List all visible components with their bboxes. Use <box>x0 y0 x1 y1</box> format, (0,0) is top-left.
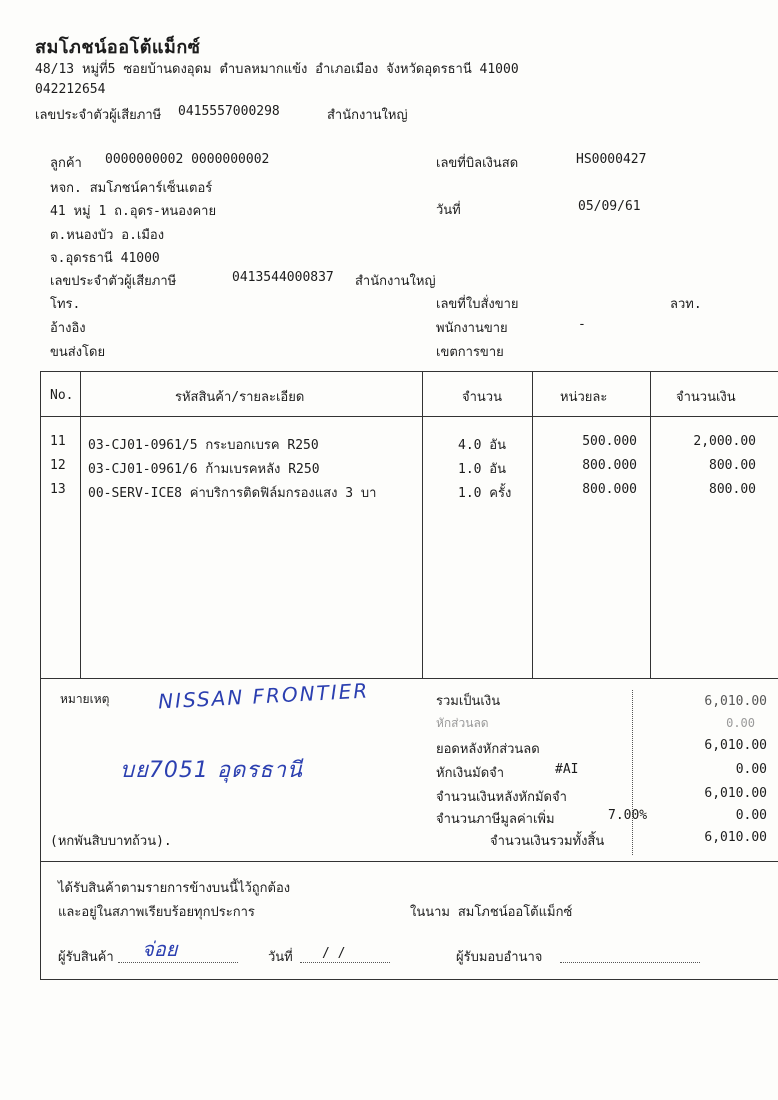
on-behalf-of: ในนาม สมโภชน์ออโต้แม็กซ์ <box>410 905 573 920</box>
order-number: ลวท. <box>670 297 702 312</box>
row-quantity: 1.0 อัน <box>458 462 507 477</box>
row-description: 03-CJ01-0961/5 กระบอกเบรค R250 <box>88 438 319 453</box>
vat-value: 0.00 <box>735 808 767 823</box>
grand-total-label: จำนวนเงินรวมทั้งสิ้น <box>490 834 605 849</box>
date-label: วันที่ <box>436 203 461 218</box>
company-tax-id-label: เลขประจำตัวผู้เสียภาษี <box>35 108 162 123</box>
header-amount: จำนวนเงิน <box>676 390 736 405</box>
authorized-label: ผู้รับมอบอำนาจ <box>456 950 543 965</box>
customer-name: หจก. สมโภชน์คาร์เซ็นเตอร์ <box>50 181 213 196</box>
discount-value: 0.00 <box>726 716 755 730</box>
after-deposit-value: 6,010.00 <box>704 786 767 801</box>
grand-total-value: 6,010.00 <box>704 830 767 845</box>
footer-date-label: วันที่ <box>268 950 293 965</box>
col-divider-4 <box>650 371 651 678</box>
row-unit-price: 800.000 <box>582 458 637 473</box>
receiver-signature-line <box>118 962 238 963</box>
header-quantity: จำนวน <box>462 390 502 405</box>
col-divider-3 <box>532 371 533 678</box>
receiver-signature: จ่อย <box>142 937 178 961</box>
after-discount-value: 6,010.00 <box>704 738 767 753</box>
deposit-code: #AI <box>555 762 579 777</box>
vat-rate: 7.00% <box>608 808 648 823</box>
row-amount: 800.00 <box>709 482 756 497</box>
company-address: 48/13 หมู่ที่5 ซอยบ้านดงอุดม ตำบลหมากแข้ง อำเภอเมือง จังหวัดอุดรธานี 41000 <box>35 62 519 77</box>
company-name: สมโภชน์ออโต้แม็กซ์ <box>35 37 201 58</box>
row-quantity: 1.0 ครั้ง <box>458 486 512 501</box>
discount-label: หักส่วนลด <box>436 716 489 730</box>
customer-address-1: 41 หมู่ 1 ถ.อุดร-หนองคาย <box>50 204 217 219</box>
handwritten-vehicle-model: NISSAN FRONTIER <box>157 678 370 714</box>
row-unit-price: 500.000 <box>582 434 637 449</box>
sales-area-label: เขตการขาย <box>436 345 504 360</box>
totals-bottom-divider <box>40 861 778 862</box>
company-branch: สำนักงานใหญ่ <box>327 108 408 123</box>
col-divider-1 <box>80 371 81 678</box>
received-statement-1: ได้รับสินค้าตามรายการข้างบนนี้ไว้ถูกต้อง <box>58 881 291 896</box>
row-amount: 800.00 <box>709 458 756 473</box>
vat-label: จำนวนภาษีมูลค่าเพิ่ม <box>436 812 555 827</box>
company-tax-id: 0415557000298 <box>178 104 280 119</box>
items-bottom-divider <box>40 678 778 679</box>
col-divider-2 <box>422 371 423 678</box>
header-unit-price: หน่วยละ <box>560 390 608 405</box>
notes-label: หมายเหตุ <box>60 692 110 706</box>
row-no: 12 <box>50 458 66 473</box>
customer-label: ลูกค้า <box>50 156 82 171</box>
customer-branch: สำนักงานใหญ่ <box>355 274 436 289</box>
received-statement-2: และอยู่ในสภาพเรียบร้อยทุกประการ <box>58 905 255 920</box>
amount-in-words: (หกพันสิบบาทถ้วน). <box>50 834 172 849</box>
order-number-label: เลขที่ใบสั่งขาย <box>436 297 519 312</box>
row-amount: 2,000.00 <box>693 434 756 449</box>
phone-label: โทร. <box>50 297 81 312</box>
handwritten-license-plate: บย7051 อุดรธานี <box>120 758 303 783</box>
bill-number: HS0000427 <box>576 152 647 167</box>
customer-address-2: ต.หนองบัว อ.เมือง <box>50 228 165 243</box>
row-no: 13 <box>50 482 66 497</box>
subtotal-label: รวมเป็นเงิน <box>436 694 501 709</box>
salesman-label: พนักงานขาย <box>436 321 508 336</box>
shipping-label: ขนส่งโดย <box>50 345 106 360</box>
subtotal-value: 6,010.00 <box>704 694 767 709</box>
customer-code: 0000000002 0000000002 <box>105 152 270 167</box>
salesman: - <box>578 317 586 332</box>
customer-tax-id: 0413544000837 <box>232 270 334 285</box>
deposit-label: หักเงินมัดจำ <box>436 766 505 781</box>
customer-tax-id-label: เลขประจำตัวผู้เสียภาษี <box>50 274 177 289</box>
after-discount-label: ยอดหลังหักส่วนลด <box>436 742 540 757</box>
totals-divider <box>632 690 633 855</box>
row-description: 03-CJ01-0961/6 ก้ามเบรคหลัง R250 <box>88 462 320 477</box>
footer-date-line <box>300 962 390 963</box>
customer-address-3: จ.อุดรธานี 41000 <box>50 251 160 266</box>
header-divider <box>40 416 778 417</box>
deposit-value: 0.00 <box>735 762 767 777</box>
invoice-date: 05/09/61 <box>578 199 641 214</box>
after-deposit-label: จำนวนเงินหลังหักมัดจำ <box>436 790 567 805</box>
footer-date-slashes: / / <box>322 946 346 961</box>
row-unit-price: 800.000 <box>582 482 637 497</box>
header-description: รหัสสินค้า/รายละเอียด <box>175 390 305 405</box>
company-phone: 042212654 <box>35 82 106 97</box>
header-no: No. <box>50 388 74 403</box>
authorized-signature-line <box>560 962 700 963</box>
row-description: 00-SERV-ICE8 ค่าบริการติดฟิล์มกรองแสง 3 บา <box>88 486 377 501</box>
receiver-label: ผู้รับสินค้า <box>58 950 114 965</box>
row-no: 11 <box>50 434 66 449</box>
reference-label: อ้างอิง <box>50 321 86 336</box>
row-quantity: 4.0 อัน <box>458 438 507 453</box>
bill-number-label: เลขที่บิลเงินสด <box>436 156 519 171</box>
